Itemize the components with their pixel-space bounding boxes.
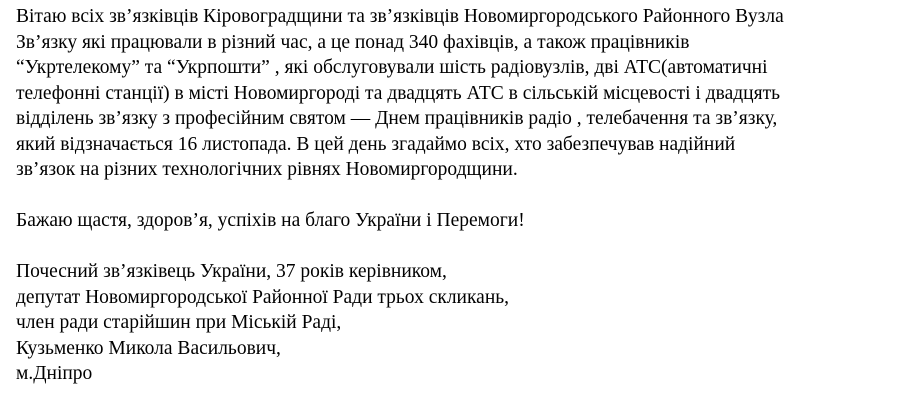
wish-paragraph: Бажаю щастя, здоров’я, успіхів на благо України і Перемоги! xyxy=(16,210,525,231)
signature-city-line: м.Дніпро xyxy=(16,363,93,384)
signature-council-line: член ради старійшин при Міській Раді, xyxy=(16,312,342,333)
signature-title-line: Почесний зв’язківець України, 37 років керівником, xyxy=(16,261,447,282)
signature-name-line: Кузьменко Микола Васильович, xyxy=(16,337,281,359)
greeting-paragraph: Вітаю всіх зв’язківців Кіровоградщини та зв’язківців Новомиргородського Районного Вузла Зв’язку які працювали в різний час, а це понад 340 фахівців, а також працівників “Укртелекому” та “Укрпошти” , які обслуговували шість радіовузлів, дві АТС(автоматичні телефонні станції) в місті Новомиргороді та двадцять АТС в сільській місцевості і двадцять відділень зв’язку з професійним святом — Днем працівників радіо , телебачення та зв’язку, який відзначається 16 листопада. В цей день згадаймо всіх, хто забезпечував надійний зв’язок на різних технологічних рівнях Новомиргородщини. xyxy=(16,6,784,180)
letter-body xyxy=(16,4,906,387)
signature-deputy-line: депутат Новомиргородської Районної Ради трьох скликань, xyxy=(16,286,510,308)
signature-block xyxy=(16,259,906,387)
